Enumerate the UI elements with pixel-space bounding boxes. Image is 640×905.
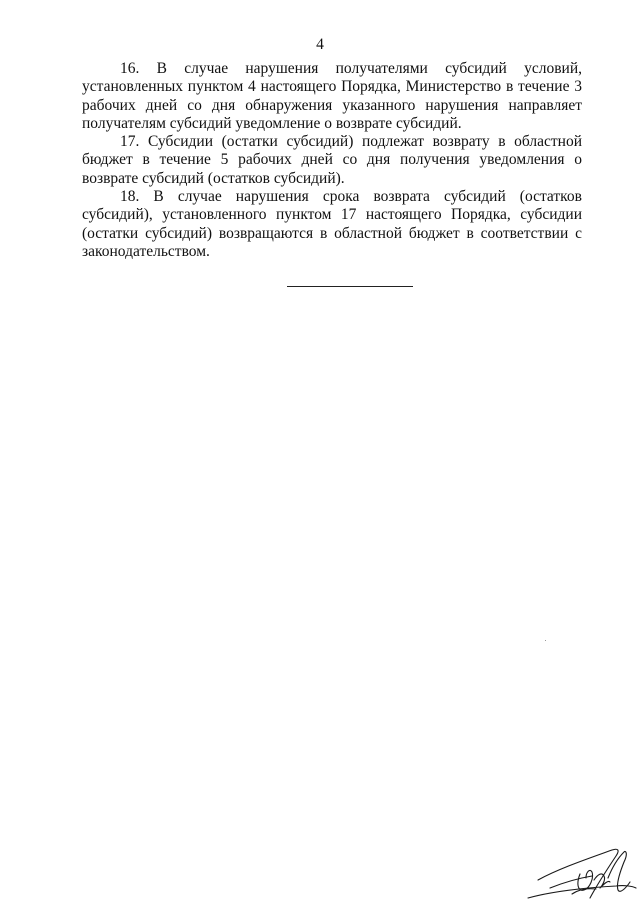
paragraph-18: 18. В случае нарушения срока возврата субсидий (остатков субсидий), установленного пунктом 17 настоящего Порядка, субсидии (остатки субсидий) возвращаются в областной бюджет в соответствии с законодательством. (82, 188, 582, 260)
page-number: 4 (316, 36, 324, 53)
signature-icon (520, 828, 640, 905)
document-body (82, 60, 582, 261)
paragraph-17: 17. Субсидии (остатки субсидий) подлежат возврату в областной бюджет в течение 5 рабочих дней со дня получения уведомления о возврате субсидий (остатков субсидий). (82, 133, 582, 187)
scan-speck (545, 640, 546, 641)
paragraph-16: 16. В случае нарушения получателями субсидий условий, установленных пунктом 4 настоящего Порядка, Министерство в течение 3 рабочих дней со дня обнаружения указанного нарушения направляет получателям субсидий уведомление о возврате субсидий. (82, 60, 582, 132)
end-divider (287, 286, 413, 287)
